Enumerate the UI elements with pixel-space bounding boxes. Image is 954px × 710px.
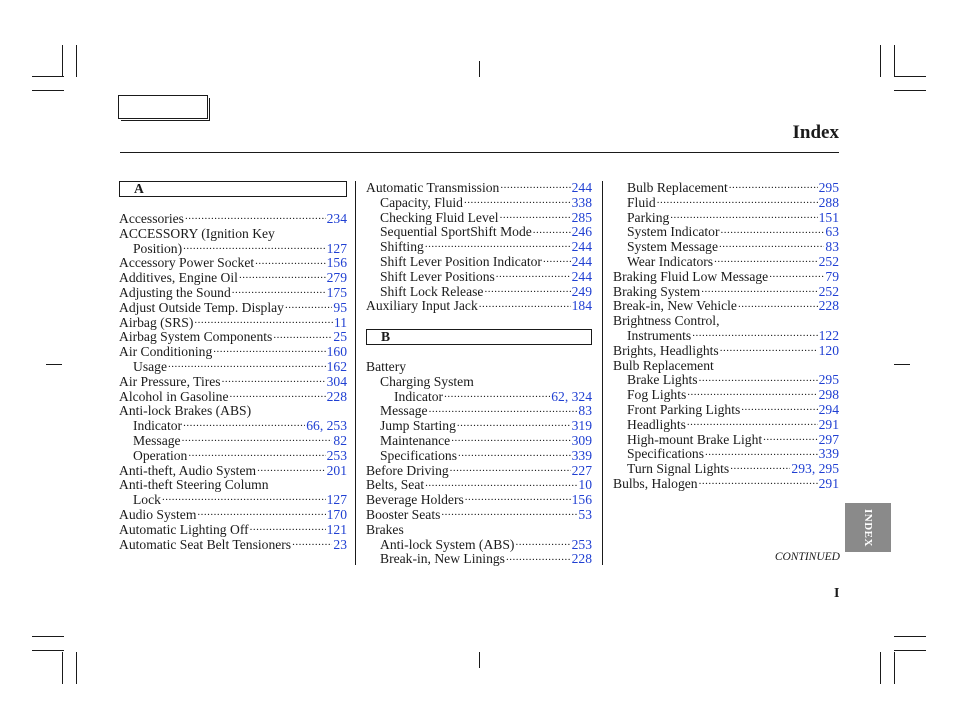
index-entry[interactable] [119,508,347,523]
index-entry-label: Automatic Seat Belt Tensioners [119,536,292,552]
page-reference-link[interactable]: 297 [818,431,839,447]
index-heading: Charging System [380,373,474,389]
index-entry[interactable] [119,242,347,257]
index-entry[interactable] [366,478,592,493]
index-column-2 [366,181,592,567]
index-entry[interactable] [366,508,592,523]
page-reference-link[interactable]: 23 [333,536,347,552]
dot-leader [425,241,571,251]
index-entry-label: Fluid [627,194,656,210]
page-reference-link[interactable]: 201 [326,462,347,478]
index-entry-label: Usage [133,358,167,374]
index-entry-label: Sequential SportShift Mode [380,224,532,240]
index-entry-label: Air Pressure, Tires [119,373,221,389]
spacer [366,314,592,329]
index-entry-label: Specifications [380,447,458,463]
dot-leader [239,272,326,282]
dot-leader [506,553,571,563]
index-column-3 [613,181,839,492]
index-entry[interactable] [613,344,839,359]
index-entry-label: Shift Lever Position Indicator [380,253,542,269]
index-entry-label: Bulb Replacement [627,180,728,195]
page-reference-link[interactable]: 151 [818,209,839,225]
index-entry-label: Accessories [119,211,184,226]
dot-leader [441,509,577,519]
index-entry[interactable] [366,464,592,479]
page-number: I [834,586,840,601]
page-reference-link[interactable]: 253 [571,536,592,552]
index-entry-label: Adjusting the Sound [119,284,231,300]
dot-leader [222,376,326,386]
index-entry[interactable] [119,523,347,538]
index-entry-label: Specifications [627,446,705,462]
index-entry-label: Wear Indicators [627,253,714,269]
index-entry-label: Lock [133,492,161,508]
dot-leader [162,494,326,504]
index-entry-label: Maintenance [380,432,451,448]
index-entry[interactable] [366,299,592,314]
page-reference-link[interactable]: 244 [571,239,592,255]
index-heading: Anti-lock Brakes (ABS) [119,403,252,419]
dot-leader [450,465,571,475]
dot-leader [292,539,332,549]
index-entry-label: Additives, Engine Oil [119,270,238,286]
page-reference-link[interactable]: 121 [326,521,347,537]
index-entry-label: Message [133,432,181,448]
index-entry-label: Automatic Lighting Off [119,521,249,537]
index-entry[interactable] [613,255,839,270]
index-entry[interactable] [366,255,592,270]
column-divider [602,181,603,565]
dot-leader [257,465,326,475]
index-entry[interactable] [119,256,347,271]
page-reference-link[interactable]: 339 [571,447,592,463]
index-entry[interactable] [613,225,839,240]
index-entry[interactable] [119,538,347,553]
dot-leader [188,450,325,460]
index-entry[interactable] [366,285,592,300]
index-entry[interactable] [366,181,592,196]
index-entry[interactable] [366,196,592,211]
dot-leader [729,182,818,192]
page-reference-link[interactable]: 156 [326,255,347,271]
index-entry[interactable] [613,211,839,226]
index-entry-label: Indicator [394,388,444,404]
index-entry-label: Instruments [627,327,692,343]
page-reference-link[interactable]: 25 [333,329,347,345]
dot-leader [464,197,571,207]
dot-leader [543,256,571,266]
dot-leader [692,330,817,340]
page-reference-link[interactable]: 62, 324 [551,388,592,404]
page-reference-link[interactable]: 252 [818,283,839,299]
index-entry-label: Operation [133,447,188,463]
title-rule [120,152,839,153]
dot-leader [250,524,326,534]
dot-leader [230,391,326,401]
index-entry-label: Alcohol in Gasoline [119,388,229,404]
dot-leader [714,256,818,266]
index-entry-label: System Message [627,239,718,255]
index-heading: Anti-theft Steering Column [119,477,269,493]
index-entry[interactable] [613,403,839,418]
index-entry[interactable] [119,375,347,390]
page-reference-link[interactable]: 295 [818,180,839,195]
page-reference-link[interactable]: 288 [818,194,839,210]
index-entry-label: Before Driving [366,462,449,478]
page-reference-link[interactable]: 156 [571,492,592,508]
index-entry[interactable] [366,493,592,508]
dot-leader [168,361,326,371]
section-tab-index[interactable] [845,503,891,552]
dot-leader [425,479,577,489]
index-entry-label: Braking Fluid Low Message [613,268,769,284]
section-letter-heading: A [119,181,347,197]
page-reference-link[interactable]: 244 [571,268,592,284]
index-entry[interactable] [119,464,347,479]
page-reference-link[interactable]: 339 [818,446,839,462]
page-reference-link[interactable]: 253 [326,447,347,463]
page-reference-link[interactable]: 160 [326,344,347,360]
index-entry[interactable] [613,462,839,477]
index-entry-label: System Indicator [627,224,720,240]
column-divider [355,181,356,565]
index-entry[interactable] [119,301,347,316]
page-reference-link[interactable]: 162 [326,358,347,374]
index-entry-label: Automatic Transmission [366,180,500,195]
dot-leader [720,345,818,355]
dot-leader [451,435,570,445]
page-reference-link[interactable]: 10 [578,477,592,493]
index-entry-label: Break-in, New Vehicle [613,298,737,314]
dot-leader [183,243,326,253]
index-entry[interactable] [119,449,347,464]
index-entry-label: Airbag (SRS) [119,314,194,330]
page-reference-link[interactable]: 309 [571,432,592,448]
index-entry[interactable] [613,433,839,448]
page-reference-link[interactable]: 122 [818,327,839,343]
index-entry[interactable] [366,434,592,449]
page-reference-link[interactable]: 234 [326,211,347,226]
index-entry-label: Auxiliary Input Jack [366,298,478,314]
dot-leader [730,463,790,473]
page-reference-link[interactable]: 53 [578,506,592,522]
index-entry-label: Accessory Power Socket [119,255,255,271]
index-entry[interactable] [366,270,592,285]
index-entry[interactable] [613,418,839,433]
dot-leader [687,389,817,399]
index-heading: Bulb Replacement [613,357,714,373]
dot-leader [533,226,571,236]
index-entry-label: Shift Lock Release [380,283,484,299]
page-reference-link[interactable]: 175 [326,284,347,300]
index-entry-label: Turn Signal Lights [627,461,730,477]
index-entry-label: Break-in, New Linings [380,551,505,567]
index-entry[interactable] [613,240,839,255]
index-entry[interactable] [119,345,347,360]
page-reference-link[interactable]: 338 [571,194,592,210]
index-entry-label: Indicator [133,418,183,434]
page-reference-link[interactable]: 83 [578,403,592,419]
dot-leader [701,286,817,296]
dot-leader [738,300,818,310]
page-reference-link[interactable]: 244 [571,253,592,269]
page-reference-link[interactable]: 279 [326,270,347,286]
index-entry-label: Adjust Outside Temp. Display [119,299,284,315]
page-reference-link[interactable]: 298 [818,387,839,403]
index-entry[interactable] [119,360,347,375]
index-entry[interactable] [613,285,839,300]
dot-leader [197,509,325,519]
index-heading: ACCESSORY (Ignition Key [119,225,275,241]
page-reference-link[interactable]: 249 [571,283,592,299]
dot-leader [769,271,824,281]
index-entry[interactable] [613,270,839,285]
dot-leader [444,391,550,401]
dot-leader [657,197,818,207]
index-entry-label: Audio System [119,506,197,522]
page-reference-link[interactable]: 170 [326,506,347,522]
index-entry-label: Message [380,403,428,419]
dot-leader [705,448,818,458]
index-entry[interactable] [613,388,839,403]
dot-leader [457,420,571,430]
dot-leader [496,271,571,281]
page-reference-link[interactable]: 228 [818,298,839,314]
page-reference-link[interactable]: 83 [825,239,839,255]
index-entry[interactable] [119,390,347,405]
dot-leader [699,478,818,488]
page-reference-link[interactable]: 304 [326,373,347,389]
dot-leader [721,226,825,236]
page-reference-link[interactable]: 295 [818,372,839,388]
index-entry-label: Airbag System Components [119,329,273,345]
index-entry[interactable] [119,316,347,331]
page-reference-link[interactable]: 227 [571,462,592,478]
index-entry[interactable] [366,552,592,567]
dot-leader [183,420,305,430]
index-entry[interactable] [613,329,839,344]
dot-leader [273,331,332,341]
index-entry[interactable] [366,225,592,240]
dot-leader [741,404,817,414]
dot-leader [719,241,824,251]
index-entry[interactable] [613,373,839,388]
page-reference-link[interactable]: 252 [818,253,839,269]
page-reference-link[interactable]: 66, 253 [306,418,347,434]
index-entry[interactable] [366,538,592,553]
page-reference-link[interactable]: 82 [333,432,347,448]
page-reference-link[interactable]: 63 [825,224,839,240]
index-entry[interactable] [613,196,839,211]
dot-leader [285,302,332,312]
index-entry[interactable] [366,211,592,226]
section-tab-label: INDEX [862,508,874,547]
index-entry-label: Shifting [380,239,424,255]
index-entry[interactable] [366,449,592,464]
index-entry-label: Anti-theft, Audio System [119,462,257,478]
dot-leader [515,539,570,549]
index-entry-label: Booster Seats [366,506,441,522]
index-entry[interactable] [613,181,839,196]
page-reference-link[interactable]: 95 [333,299,347,315]
continued-note: CONTINUED [774,551,840,563]
page-reference-link[interactable]: 79 [825,268,839,284]
index-entry[interactable] [366,419,592,434]
dot-leader [670,212,817,222]
dot-leader [232,287,326,297]
dot-leader [182,435,333,445]
index-entry[interactable] [366,404,592,419]
index-entry-label: Position) [133,240,183,256]
page-reference-link[interactable]: 228 [571,551,592,567]
page-reference-link[interactable]: 285 [571,209,592,225]
index-entry-label: High-mount Brake Light [627,431,763,447]
section-letter-heading: B [366,329,592,345]
page-reference-link[interactable]: 291 [818,475,839,491]
page-reference-link[interactable]: 127 [326,492,347,508]
page-reference-link[interactable]: 246 [571,224,592,240]
index-entry[interactable] [613,477,839,492]
dot-leader [465,494,571,504]
dot-leader [213,346,325,356]
index-heading: Battery [366,358,407,374]
index-column-1 [119,181,347,552]
index-entry[interactable] [119,419,347,434]
dot-leader [479,300,571,310]
index-entry[interactable] [119,271,347,286]
index-entry-label: Shift Lever Positions [380,268,495,284]
page-reference-link[interactable]: 228 [326,388,347,404]
index-entry-label: Fog Lights [627,387,687,403]
index-heading: Brakes [366,521,404,537]
index-heading: Brightness Control, [613,313,720,329]
index-entry-label: Brake Lights [627,372,698,388]
index-entry[interactable] [366,240,592,255]
index-entry[interactable] [613,299,839,314]
index-entry[interactable] [119,434,347,449]
index-entry[interactable] [119,493,347,508]
index-entry[interactable] [119,286,347,301]
index-entry-label: Jump Starting [380,418,456,434]
index-entry[interactable] [119,212,347,227]
index-entry-label: Capacity, Fluid [380,194,463,210]
page-reference-link[interactable]: 319 [571,418,592,434]
index-entry-label: Front Parking Lights [627,401,741,417]
page-reference-link[interactable]: 291 [818,416,839,432]
dot-leader [500,182,570,192]
dot-leader [255,257,325,267]
index-entry-label: Anti-lock System (ABS) [380,536,515,552]
dot-leader [687,419,818,429]
page-reference-link[interactable]: 127 [326,240,347,256]
index-entry[interactable] [613,447,839,462]
page-title: Index [792,122,839,143]
page-reference-link[interactable]: 294 [818,401,839,417]
index-entry-label: Belts, Seat [366,477,425,493]
index-entry-label: Checking Fluid Level [380,209,499,225]
index-entry-label: Headlights [627,416,686,432]
index-entry-label: Beverage Holders [366,492,464,508]
dot-leader [429,405,578,415]
page-reference-link[interactable]: 184 [571,298,592,314]
index-entry-label: Air Conditioning [119,344,213,360]
index-entry-label: Parking [627,209,670,225]
page-reference-link[interactable]: 293, 295 [791,461,839,477]
index-entry[interactable] [366,390,592,405]
index-entry-label: Braking System [613,283,701,299]
index-entry[interactable] [119,330,347,345]
dot-leader [763,434,817,444]
dot-leader [500,212,571,222]
page-reference-link[interactable]: 244 [571,180,592,195]
page-tab-box [118,95,208,119]
dot-leader [699,374,818,384]
dot-leader [185,213,326,223]
dot-leader [484,286,570,296]
dot-leader [458,450,571,460]
index-entry-label: Brights, Headlights [613,342,719,358]
index-entry-label: Bulbs, Halogen [613,475,698,491]
page-reference-link[interactable]: 120 [818,342,839,358]
page-reference-link[interactable]: 11 [333,314,347,330]
dot-leader [194,317,333,327]
